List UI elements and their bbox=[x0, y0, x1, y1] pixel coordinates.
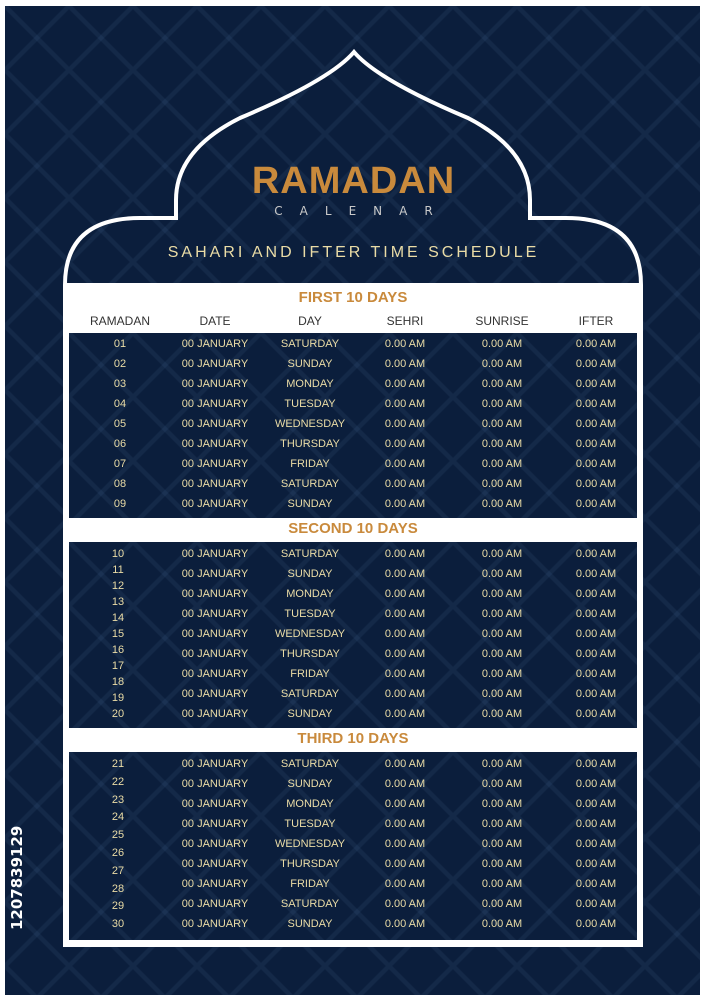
sunrise-cell: 0.00 AM bbox=[481, 478, 523, 490]
sunrise-cell: 0.00 AM bbox=[481, 378, 523, 390]
ifter-cell: 0.00 AM bbox=[575, 878, 617, 890]
date-cell: 00 JANUARY bbox=[181, 918, 249, 930]
table-section-2 bbox=[69, 542, 637, 728]
date-cell: 00 JANUARY bbox=[181, 878, 249, 890]
sunrise-cell: 0.00 AM bbox=[481, 358, 523, 370]
date-cell: 00 JANUARY bbox=[181, 778, 249, 790]
sunrise-cell: 0.00 AM bbox=[481, 628, 523, 640]
section-title-second: SECOND 10 DAYS bbox=[288, 520, 418, 537]
watermark-id: 1207839129 bbox=[8, 825, 26, 930]
sunrise-cell: 0.00 AM bbox=[481, 648, 523, 660]
sunrise-cell: 0.00 AM bbox=[481, 588, 523, 600]
date-cell: 00 JANUARY bbox=[181, 378, 249, 390]
sehri-cell: 0.00 AM bbox=[384, 378, 426, 390]
weekday-cell: SUNDAY bbox=[287, 498, 333, 510]
section-title-third: THIRD 10 DAYS bbox=[297, 730, 409, 747]
ifter-cell: 0.00 AM bbox=[575, 758, 617, 770]
weekday-cell: MONDAY bbox=[286, 798, 334, 810]
weekday-cell: SATURDAY bbox=[280, 758, 340, 770]
sehri-cell: 0.00 AM bbox=[384, 818, 426, 830]
column-header: RAMADAN bbox=[89, 314, 151, 328]
weekday-cell: MONDAY bbox=[286, 588, 334, 600]
day-number: 25 bbox=[111, 829, 125, 842]
sehri-cell: 0.00 AM bbox=[384, 568, 426, 580]
day-number: 04 bbox=[113, 398, 127, 410]
sunrise-cell: 0.00 AM bbox=[481, 898, 523, 910]
date-cell: 00 JANUARY bbox=[181, 588, 249, 600]
weekday-cell: FRIDAY bbox=[290, 668, 330, 680]
date-cell: 00 JANUARY bbox=[181, 358, 249, 370]
weekday-cell: SUNDAY bbox=[287, 568, 333, 580]
sehri-cell: 0.00 AM bbox=[384, 898, 426, 910]
ifter-cell: 0.00 AM bbox=[575, 918, 617, 930]
sehri-cell: 0.00 AM bbox=[384, 338, 426, 350]
sunrise-cell: 0.00 AM bbox=[481, 818, 523, 830]
sehri-cell: 0.00 AM bbox=[384, 438, 426, 450]
date-cell: 00 JANUARY bbox=[181, 478, 249, 490]
sunrise-cell: 0.00 AM bbox=[481, 338, 523, 350]
section-title-first: FIRST 10 DAYS bbox=[298, 289, 408, 306]
day-number: 09 bbox=[113, 498, 127, 510]
calendar-subtitle: CALENAR bbox=[274, 204, 450, 218]
weekday-cell: SATURDAY bbox=[280, 688, 340, 700]
sehri-cell: 0.00 AM bbox=[384, 358, 426, 370]
weekday-cell: SATURDAY bbox=[280, 478, 340, 490]
ifter-cell: 0.00 AM bbox=[575, 478, 617, 490]
sunrise-cell: 0.00 AM bbox=[481, 458, 523, 470]
sunrise-cell: 0.00 AM bbox=[481, 498, 523, 510]
date-cell: 00 JANUARY bbox=[181, 818, 249, 830]
day-number: 10 bbox=[111, 548, 125, 560]
weekday-cell: SUNDAY bbox=[287, 918, 333, 930]
date-cell: 00 JANUARY bbox=[181, 548, 249, 560]
date-cell: 00 JANUARY bbox=[181, 688, 249, 700]
sehri-cell: 0.00 AM bbox=[384, 688, 426, 700]
day-number: 19 bbox=[111, 692, 125, 704]
weekday-cell: SUNDAY bbox=[287, 358, 333, 370]
sunrise-cell: 0.00 AM bbox=[481, 758, 523, 770]
sunrise-cell: 0.00 AM bbox=[481, 398, 523, 410]
day-number: 20 bbox=[111, 708, 125, 720]
date-cell: 00 JANUARY bbox=[181, 458, 249, 470]
weekday-cell: THURSDAY bbox=[280, 438, 340, 450]
sunrise-cell: 0.00 AM bbox=[481, 608, 523, 620]
day-number: 18 bbox=[111, 676, 125, 688]
sehri-cell: 0.00 AM bbox=[384, 758, 426, 770]
sehri-cell: 0.00 AM bbox=[384, 918, 426, 930]
date-cell: 00 JANUARY bbox=[181, 438, 249, 450]
weekday-cell: TUESDAY bbox=[284, 818, 336, 830]
date-cell: 00 JANUARY bbox=[181, 838, 249, 850]
weekday-cell: SATURDAY bbox=[280, 338, 340, 350]
day-number: 28 bbox=[111, 882, 125, 895]
ifter-cell: 0.00 AM bbox=[575, 818, 617, 830]
sehri-cell: 0.00 AM bbox=[384, 418, 426, 430]
ifter-cell: 0.00 AM bbox=[575, 668, 617, 680]
ifter-cell: 0.00 AM bbox=[575, 898, 617, 910]
ifter-cell: 0.00 AM bbox=[575, 798, 617, 810]
day-number: 21 bbox=[111, 758, 125, 770]
ifter-cell: 0.00 AM bbox=[575, 588, 617, 600]
date-cell: 00 JANUARY bbox=[181, 498, 249, 510]
date-cell: 00 JANUARY bbox=[181, 898, 249, 910]
date-cell: 00 JANUARY bbox=[181, 708, 249, 720]
ifter-cell: 0.00 AM bbox=[575, 378, 617, 390]
sunrise-cell: 0.00 AM bbox=[481, 918, 523, 930]
day-number: 24 bbox=[111, 811, 125, 824]
sunrise-cell: 0.00 AM bbox=[481, 798, 523, 810]
day-number: 08 bbox=[113, 478, 127, 490]
sunrise-cell: 0.00 AM bbox=[481, 438, 523, 450]
ifter-cell: 0.00 AM bbox=[575, 458, 617, 470]
day-number: 27 bbox=[111, 864, 125, 877]
ifter-cell: 0.00 AM bbox=[575, 708, 617, 720]
ifter-cell: 0.00 AM bbox=[575, 648, 617, 660]
weekday-cell: SUNDAY bbox=[287, 708, 333, 720]
sehri-cell: 0.00 AM bbox=[384, 858, 426, 870]
ramadan-title: RAMADAN bbox=[251, 160, 456, 202]
date-cell: 00 JANUARY bbox=[181, 668, 249, 680]
ifter-cell: 0.00 AM bbox=[575, 838, 617, 850]
day-number: 22 bbox=[111, 775, 125, 788]
sehri-cell: 0.00 AM bbox=[384, 798, 426, 810]
sehri-cell: 0.00 AM bbox=[384, 708, 426, 720]
day-number: 11 bbox=[112, 564, 124, 576]
date-cell: 00 JANUARY bbox=[181, 418, 249, 430]
sehri-cell: 0.00 AM bbox=[384, 778, 426, 790]
day-number: 29 bbox=[111, 900, 125, 913]
date-cell: 00 JANUARY bbox=[181, 858, 249, 870]
date-cell: 00 JANUARY bbox=[181, 758, 249, 770]
ifter-cell: 0.00 AM bbox=[575, 778, 617, 790]
sehri-cell: 0.00 AM bbox=[384, 478, 426, 490]
ifter-cell: 0.00 AM bbox=[575, 358, 617, 370]
sunrise-cell: 0.00 AM bbox=[481, 568, 523, 580]
sunrise-cell: 0.00 AM bbox=[481, 548, 523, 560]
ifter-cell: 0.00 AM bbox=[575, 608, 617, 620]
weekday-cell: TUESDAY bbox=[284, 398, 336, 410]
sehri-cell: 0.00 AM bbox=[384, 588, 426, 600]
ifter-cell: 0.00 AM bbox=[575, 568, 617, 580]
sunrise-cell: 0.00 AM bbox=[481, 858, 523, 870]
day-number: 12 bbox=[111, 580, 125, 592]
day-number: 01 bbox=[113, 338, 127, 350]
date-cell: 00 JANUARY bbox=[181, 798, 249, 810]
date-cell: 00 JANUARY bbox=[181, 338, 249, 350]
ifter-cell: 0.00 AM bbox=[575, 548, 617, 560]
day-number: 30 bbox=[111, 918, 125, 931]
ifter-cell: 0.00 AM bbox=[575, 858, 617, 870]
day-number: 16 bbox=[111, 644, 125, 656]
weekday-cell: SATURDAY bbox=[280, 898, 340, 910]
day-number: 26 bbox=[111, 847, 125, 859]
date-cell: 00 JANUARY bbox=[181, 648, 249, 660]
ifter-cell: 0.00 AM bbox=[575, 338, 617, 350]
date-cell: 00 JANUARY bbox=[181, 398, 249, 410]
column-header: SUNRISE bbox=[475, 314, 529, 328]
schedule-title: SAHARI AND IFTER TIME SCHEDULE bbox=[167, 244, 540, 261]
sehri-cell: 0.00 AM bbox=[384, 608, 426, 620]
day-number: 15 bbox=[111, 628, 125, 640]
sunrise-cell: 0.00 AM bbox=[481, 668, 523, 680]
sehri-cell: 0.00 AM bbox=[384, 398, 426, 410]
sehri-cell: 0.00 AM bbox=[384, 498, 426, 510]
day-number: 23 bbox=[111, 793, 125, 806]
weekday-cell: FRIDAY bbox=[290, 878, 330, 890]
column-header: IFTER bbox=[578, 314, 614, 328]
day-number: 02 bbox=[113, 358, 127, 370]
date-cell: 00 JANUARY bbox=[181, 568, 249, 580]
sehri-cell: 0.00 AM bbox=[384, 548, 426, 560]
column-header: DATE bbox=[199, 314, 231, 328]
sehri-cell: 0.00 AM bbox=[384, 648, 426, 660]
sunrise-cell: 0.00 AM bbox=[481, 878, 523, 890]
day-number: 05 bbox=[113, 418, 127, 430]
weekday-cell: MONDAY bbox=[286, 378, 334, 390]
date-cell: 00 JANUARY bbox=[181, 628, 249, 640]
day-number: 14 bbox=[111, 612, 125, 624]
day-number: 07 bbox=[113, 458, 127, 470]
weekday-cell: SUNDAY bbox=[287, 778, 333, 790]
table-section-3 bbox=[69, 752, 637, 940]
weekday-cell: WEDNESDAY bbox=[274, 628, 346, 640]
ifter-cell: 0.00 AM bbox=[575, 418, 617, 430]
day-number: 13 bbox=[111, 596, 125, 608]
weekday-cell: TUESDAY bbox=[284, 608, 336, 620]
ifter-cell: 0.00 AM bbox=[575, 438, 617, 450]
sunrise-cell: 0.00 AM bbox=[481, 708, 523, 720]
weekday-cell: SATURDAY bbox=[280, 548, 340, 560]
ifter-cell: 0.00 AM bbox=[575, 498, 617, 510]
column-header: DAY bbox=[298, 314, 322, 328]
table-section-1 bbox=[69, 333, 637, 518]
sehri-cell: 0.00 AM bbox=[384, 838, 426, 850]
ifter-cell: 0.00 AM bbox=[575, 398, 617, 410]
weekday-cell: THURSDAY bbox=[280, 648, 340, 660]
column-header: SEHRI bbox=[386, 314, 424, 328]
sunrise-cell: 0.00 AM bbox=[481, 778, 523, 790]
sehri-cell: 0.00 AM bbox=[384, 668, 426, 680]
day-number: 03 bbox=[113, 378, 127, 390]
ifter-cell: 0.00 AM bbox=[575, 688, 617, 700]
weekday-cell: THURSDAY bbox=[280, 858, 340, 870]
sunrise-cell: 0.00 AM bbox=[481, 688, 523, 700]
weekday-cell: WEDNESDAY bbox=[274, 418, 346, 430]
ifter-cell: 0.00 AM bbox=[575, 628, 617, 640]
sehri-cell: 0.00 AM bbox=[384, 458, 426, 470]
weekday-cell: WEDNESDAY bbox=[274, 838, 346, 850]
sehri-cell: 0.00 AM bbox=[384, 878, 426, 890]
day-number: 06 bbox=[113, 438, 127, 450]
sunrise-cell: 0.00 AM bbox=[481, 418, 523, 430]
date-cell: 00 JANUARY bbox=[181, 608, 249, 620]
day-number: 17 bbox=[111, 660, 125, 672]
weekday-cell: FRIDAY bbox=[290, 458, 330, 470]
sunrise-cell: 0.00 AM bbox=[481, 838, 523, 850]
sehri-cell: 0.00 AM bbox=[384, 628, 426, 640]
